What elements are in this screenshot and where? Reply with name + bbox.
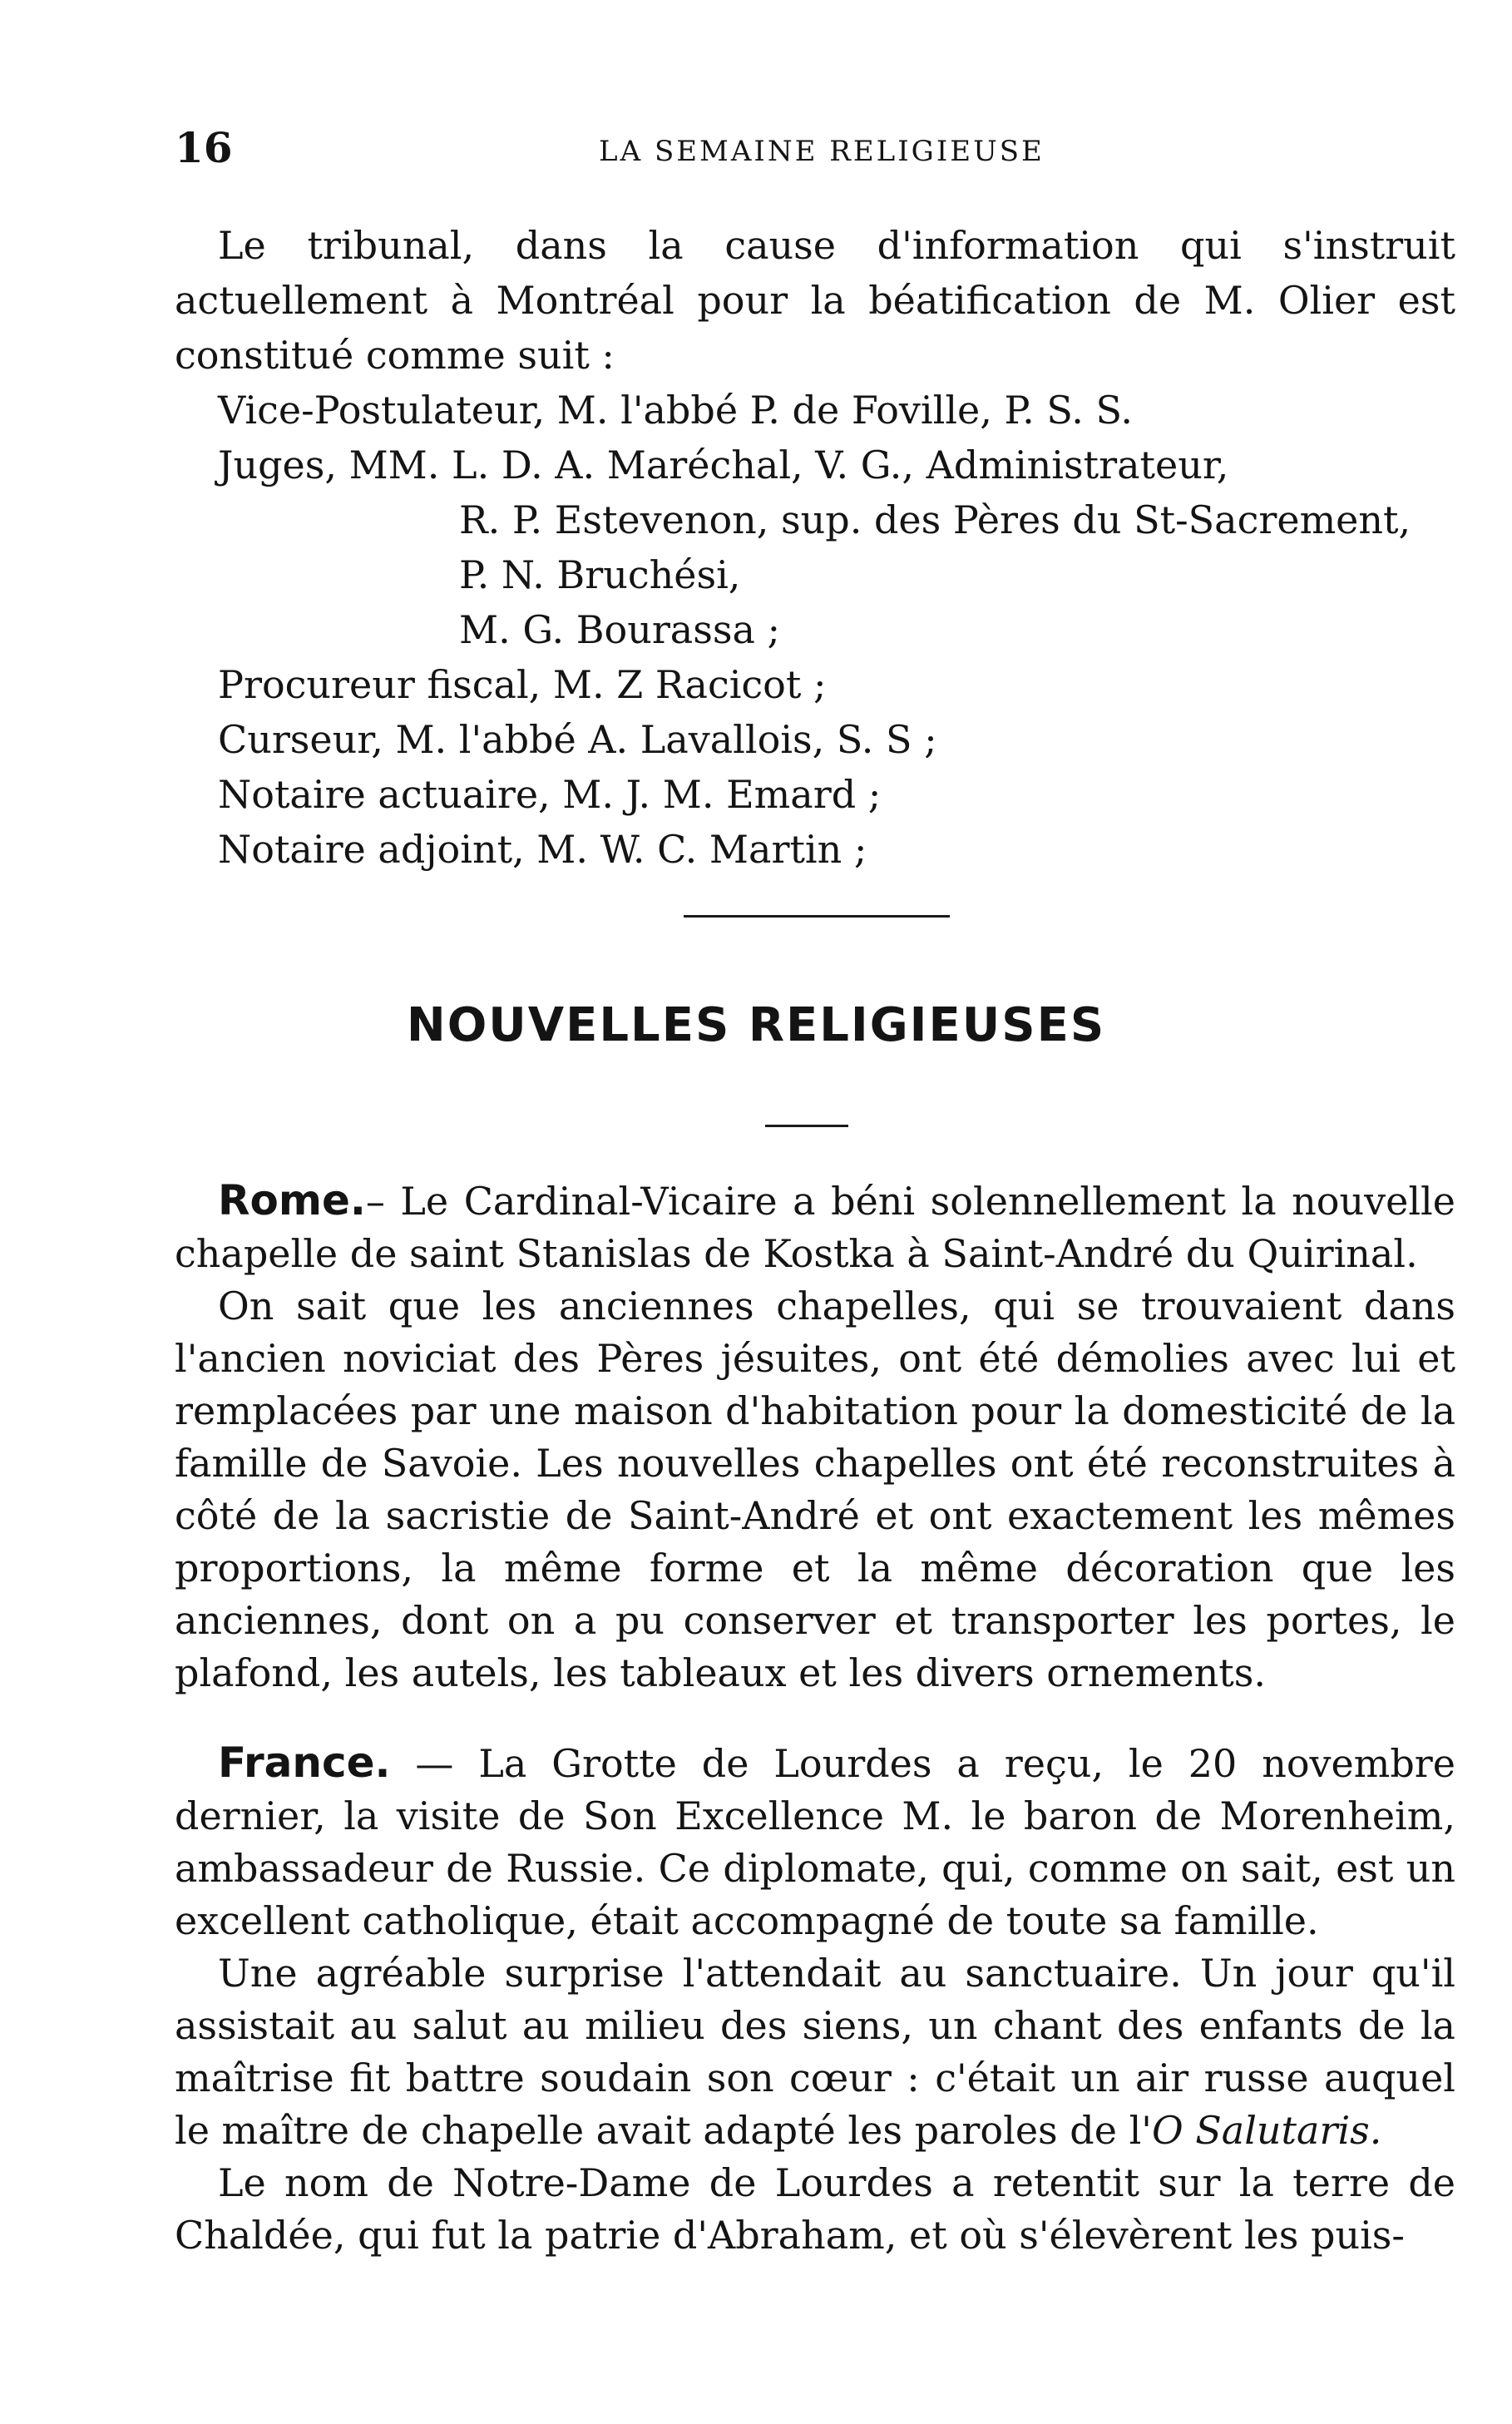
list-item: P. N. Bruchési, [459,552,741,597]
list-item: Notaire actuaire, M. J. M. Emard ; [218,772,882,817]
section-title: NOUVELLES RELIGIEUSES [406,998,1106,1052]
section-divider [684,915,950,918]
tribunal-section [175,218,1455,877]
list-item: Vice-Postulateur, M. l'abbé P. de Foville, P. S. S. [218,388,1134,433]
france-text-1: — La Grotte de Lourdes a reçu, le 20 novembre dernier, la visite de Son Excellence M. le baron de Morenheim, ambassadeur de Russie. Ce diplomate, qui, comme on sait, est un excellent catholique, était accompagné de toute sa famille. [175,1741,1455,1943]
list-item: Procureur fiscal, M. Z Racicot ; [218,662,827,707]
list-item: M. G. Bourassa ; [459,607,780,652]
o-salutaris: O Salutaris. [1151,2108,1382,2153]
page-header [175,123,1472,181]
france-news [175,1737,1455,2262]
list-item: Juges, MM. L. D. A. Maréchal, V. G., Administrateur, [218,443,1229,487]
rome-paragraph-1 [175,1175,1455,1280]
tribunal-list [175,383,1455,877]
france-paragraph-2 [175,1947,1455,2157]
france-text-2: Une agréable surprise l'attendait au sanctuaire. Un jour qu'il assistait au salut au milieu des siens, un chant des enfants de la maîtrise fit battre soudain son cœur : c'était un air russe auquel le maître de chapelle avait adapté les paroles de l' [175,1951,1455,2153]
france-lead: France. [218,1739,391,1787]
rome-lead: Rome. [218,1176,366,1224]
france-paragraph-1 [175,1737,1455,1947]
running-title: LA SEMAINE RELIGIEUSE [599,135,1045,168]
rome-text-1: – Le Cardinal-Vicaire a béni solennellement la nouvelle chapelle de saint Stanislas de Kostka à Saint-André du Quirinal. [175,1179,1455,1276]
page-number: 16 [175,123,233,172]
list-item: Curseur, M. l'abbé A. Lavallois, S. S ; [218,717,937,762]
title-divider [765,1125,848,1127]
france-paragraph-3: Le nom de Notre-Dame de Lourdes a retentit sur la terre de Chaldée, qui fut la patrie d'Abraham, et où s'élevèrent les puis- [175,2160,1455,2258]
list-item: Notaire adjoint, M. W. C. Martin ; [218,827,867,872]
list-item: R. P. Estevenon, sup. des Pères du St-Sacrement, [459,497,1411,542]
intro-paragraph: Le tribunal, dans la cause d'information qui s'instruit actuellement à Montréal pour la béatification de M. Olier est constitué comme suit : [175,223,1455,378]
rome-paragraph-2: On sait que les anciennes chapelles, qui se trouvaient dans l'ancien noviciat des Pères jésuites, ont été démolies avec lui et remplacées par une maison d'habitation pour la domesticité de la famille de Savoie. Les nouvelles chapelles ont été reconstruites à côté de la sacristie de Saint-André et ont exactement les mêmes proportions, la même forme et la même décoration que les anciennes, dont on a pu conserver et transporter les portes, le plafond, les autels, les tableaux et les divers ornements. [175,1284,1455,1695]
rome-news [175,1175,1455,1699]
